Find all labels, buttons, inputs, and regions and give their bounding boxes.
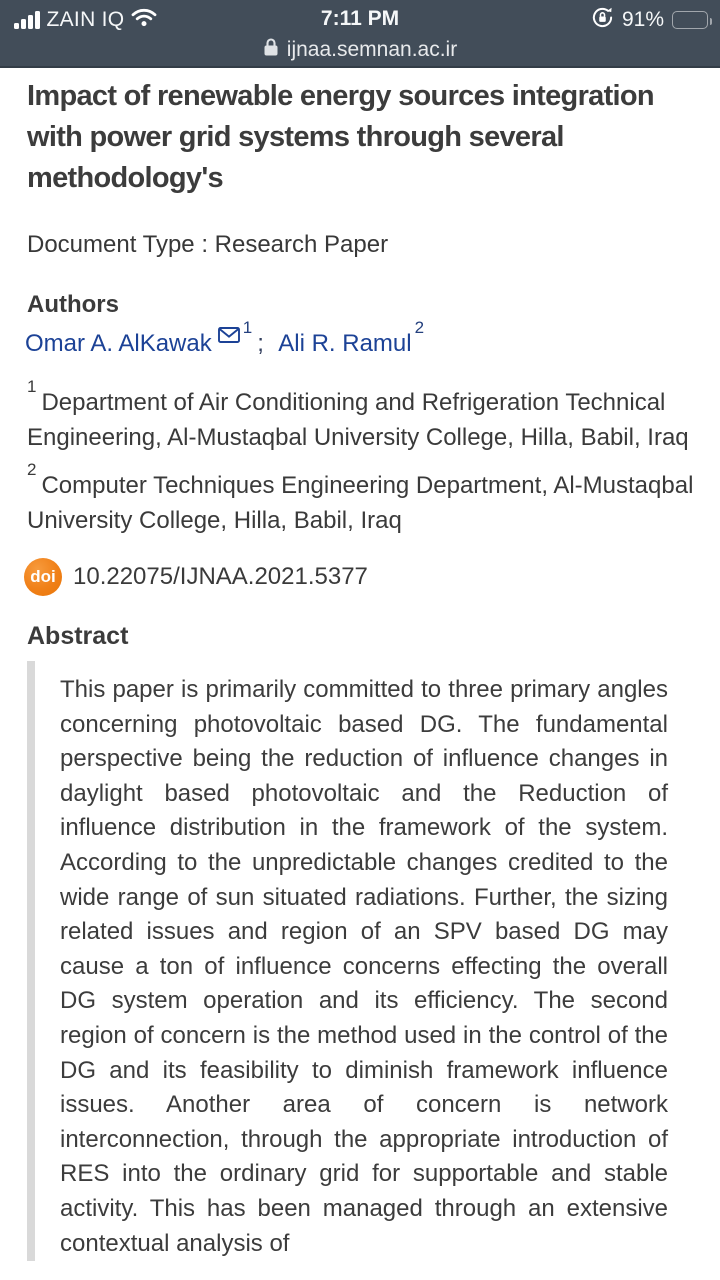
email-icon[interactable] <box>218 322 240 349</box>
authors-list <box>25 318 693 358</box>
rotation-lock-icon <box>591 6 614 34</box>
author-link-2[interactable]: Ali R. Ramul <box>278 330 412 357</box>
status-bar <box>0 0 720 36</box>
article-title: Impact of renewable energy sources integration with power grid systems through several methodology's <box>27 80 654 194</box>
doi-row <box>24 558 693 596</box>
doi-link[interactable]: 10.22075/IJNAA.2021.5377 <box>73 563 368 590</box>
author-affil-ref-1: 1 <box>242 318 253 337</box>
abstract-text: This paper is primarily committed to three primary angles concerning photovoltaic based DG. The fundamental perspective being the reduction of influence changes in daylight based photovoltaic and the Reduction of influence distribution in the framework of the system. According to the unpredictable changes credited to the wide range of sun situated radiations. Further, the sizing related issues and region of an SPV based DG may cause a ton of influence concerns effecting the overall DG system operation and its efficiency. The second region of concern is the method used in the control of the DG and its feasibility to diminish framework influence issues. Another area of concern is network interconnection, through the appropriate introduction of RES into the ordinary grid for supportable and stable activity. This has been managed through an extensive contextual analysis of <box>60 676 668 1257</box>
cellular-signal-icon <box>14 11 40 29</box>
browser-chrome <box>0 0 720 68</box>
affiliation-2 <box>27 461 696 538</box>
affiliation-2-text: Computer Techniques Engineering Department, Al-Mustaqbal University College, Hilla, Babil, Iraq <box>27 472 694 534</box>
affiliation-1-text: Department of Air Conditioning and Refrigeration Technical Engineering, Al-Mustaqbal University College, Hilla, Babil, Iraq <box>27 389 689 451</box>
abstract-heading: Abstract <box>27 622 129 650</box>
clock: 7:11 PM <box>320 7 400 30</box>
affiliation-2-sup: 2 <box>27 460 37 479</box>
document-type: Document Type : Research Paper <box>27 231 389 258</box>
affiliation-1 <box>27 378 696 455</box>
battery-percent: 91% <box>621 8 664 31</box>
article-page <box>0 76 720 1261</box>
carrier-label: ZAIN IQ <box>46 8 125 31</box>
authors-heading: Authors <box>27 291 119 318</box>
url-bar[interactable] <box>0 36 720 64</box>
url-domain: ijnaa.semnan.ac.ir <box>286 38 458 61</box>
abstract-block <box>27 661 668 1261</box>
affiliation-1-sup: 1 <box>27 377 37 396</box>
lock-icon <box>263 37 279 63</box>
battery-icon <box>672 11 708 29</box>
authors-separator: ; <box>257 330 264 357</box>
author-link-1[interactable]: Omar A. AlKawak <box>25 330 212 357</box>
doi-icon: doi <box>24 558 62 596</box>
author-affil-ref-2: 2 <box>414 318 425 337</box>
wifi-icon <box>131 8 157 32</box>
